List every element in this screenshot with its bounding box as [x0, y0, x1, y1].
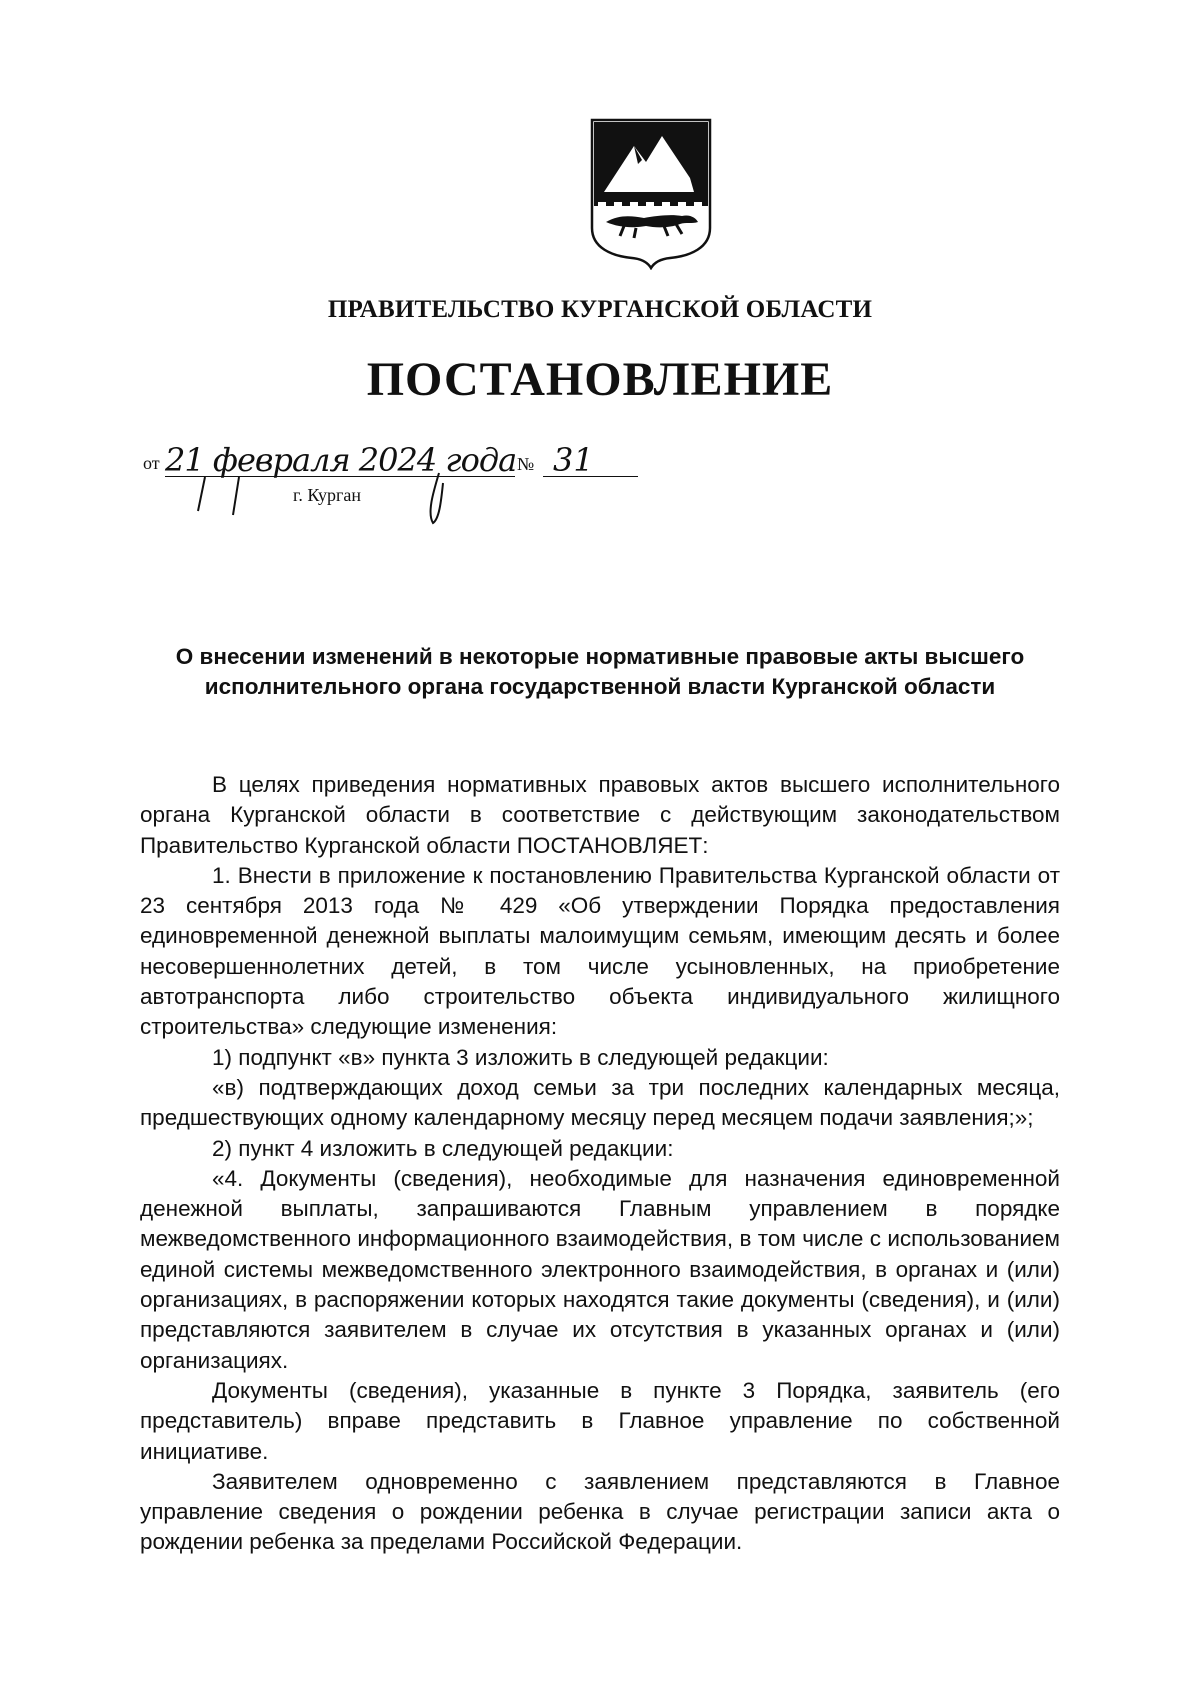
- paragraph-documents: Документы (сведения), указанные в пункте 3 Порядка, заявитель (его представитель) вправе представить в Главное управление по собственной инициативе.: [140, 1377, 1060, 1464]
- city-label: г. Курган: [293, 485, 362, 505]
- paragraph-subitem-2: 2) пункт 4 изложить в следующей редакции:: [212, 1135, 674, 1161]
- handwritten-number: 31: [553, 441, 594, 479]
- subject-line-1: О внесении изменений в некоторые нормативные правовые акты высшего: [175, 644, 1025, 669]
- date-number-line: [143, 443, 663, 528]
- document-body: [140, 770, 1060, 1558]
- document-type-heading: ПОСТАНОВЛЕНИЕ: [366, 353, 834, 406]
- handwritten-date: 21 февраля 2024 года: [165, 441, 517, 479]
- paragraph-preamble: В целях приведения нормативных правовых актов высшего исполнительного органа Курганской области в соответствие с действующим законодательством Правительство Курганской области ПОСТАНОВЛЯЕТ:: [140, 772, 1060, 858]
- coat-of-arms-icon: [590, 118, 712, 270]
- from-label: от: [143, 453, 160, 473]
- handwriting-descenders: [143, 443, 663, 528]
- paragraph-quote-4: «4. Документы (сведения), необходимые для назначения единовременной денежной выплаты, запрашиваются Главным управлением в порядке межведомственного информационного взаимодействия, в том числе с использованием единой системы межведомственного электронного взаимодействия, в органах и (или) организациях, в распоряжении которых находятся такие документы (сведения), и (или) представляются заявителем в случае их отсутствия в указанных органах и (или) организациях.: [140, 1165, 1060, 1373]
- paragraph-subitem-1: 1) подпункт «в» пункта 3 изложить в следующей редакции:: [212, 1044, 829, 1070]
- document-subject: [120, 642, 1080, 702]
- organization-title: ПРАВИТЕЛЬСТВО КУРГАНСКОЙ ОБЛАСТИ: [327, 296, 873, 323]
- paragraph-item-1: 1. Внести в приложение к постановлению Правительства Курганской области от 23 сентября 2013 года № 429 «Об утверждении Порядка предоставления единовременной денежной выплаты малоимущим семьям, имеющим десять и более несовершеннолетних детей, в том числе усыновленных, на приобретение автотранспорта либо строительство объекта индивидуального жилищного строительства» следующие изменения:: [140, 862, 1060, 1040]
- subject-line-2: исполнительного органа государственной власти Курганской области: [204, 674, 996, 699]
- number-label: №: [517, 454, 535, 474]
- paragraph-quote-v: «в) подтверждающих доход семьи за три последних календарных месяца, предшествующих одному календарному месяцу перед месяцем подачи заявления;»;: [140, 1074, 1060, 1131]
- emblem-graphic: [590, 118, 712, 270]
- paragraph-applicant: Заявителем одновременно с заявлением представляются в Главное управление сведения о рождении ребенка в случае регистрации записи акта о рождении ребенка за пределами Российской Федерации.: [140, 1468, 1060, 1555]
